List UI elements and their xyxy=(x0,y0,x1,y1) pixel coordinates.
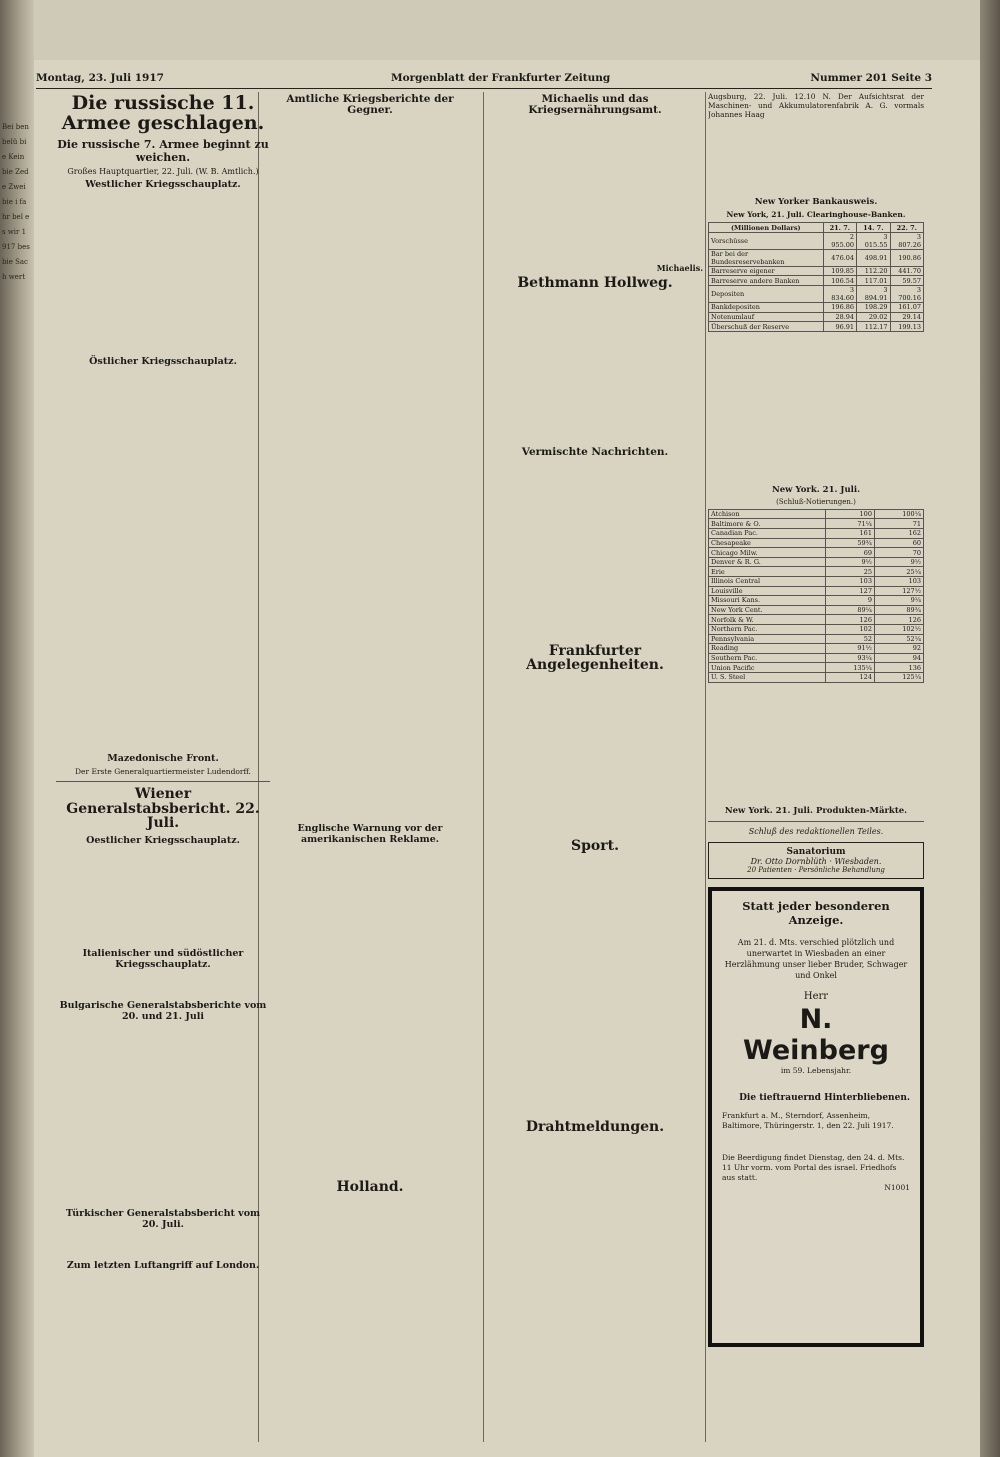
masthead xyxy=(36,72,932,86)
death-notice-place: Frankfurt a. M., Sterndorf, Assenheim, Baltimore, Thüringerstr. 1, den 22. Juli 1917. xyxy=(722,1110,894,1130)
table-cell: 52¼ xyxy=(874,634,923,644)
table-cell: Baltimore & O. xyxy=(709,519,826,529)
stock-table-row xyxy=(709,672,924,682)
table-cell: 29.14 xyxy=(890,312,923,322)
table-cell: 59.57 xyxy=(890,276,923,286)
bank-table-row xyxy=(709,303,924,313)
table-cell: 106.54 xyxy=(823,276,856,286)
table-cell: Notenumlauf xyxy=(709,312,824,322)
signature-michaelis: Michaelis. xyxy=(656,263,703,274)
headline-enemy-reports: Amtliche Kriegsberichte der Gegner. xyxy=(286,93,454,117)
column-3 xyxy=(487,92,703,1442)
table-cell: 103 xyxy=(874,577,923,587)
augsburg-lead: Augsburg, 22. Juli. 12.10 N. Der Aufsichtsrat der Maschinen- und Akkumulatorenfabrik A. G. vormals Johannes Haag xyxy=(708,92,924,120)
text-block xyxy=(487,858,703,1118)
table-cell: 9¼ xyxy=(874,596,923,606)
stock-table-row xyxy=(709,586,924,596)
table-cell: Chesapeake xyxy=(709,538,826,548)
stock-table-row xyxy=(709,605,924,615)
stock-table-row xyxy=(709,519,924,529)
grain-market-title: New York. 21. Juli. Produkten-Märkte. xyxy=(724,805,908,816)
table-cell: 161.07 xyxy=(890,303,923,313)
text-block xyxy=(708,332,924,482)
subhead-eastern-front-2: Oestlicher Kriegsschauplatz. xyxy=(86,834,240,846)
table-cell: 162 xyxy=(874,529,923,539)
masthead-title: Morgenblatt der Frankfurter Zeitung xyxy=(391,72,611,84)
table-cell: 93¼ xyxy=(825,653,874,663)
text-block xyxy=(487,295,703,445)
bank-table-row xyxy=(709,312,924,322)
table-cell: 91½ xyxy=(825,644,874,654)
table-cell: 199.13 xyxy=(890,322,923,332)
ad-doctor: Dr. Otto Dornblüth · Wiesbaden. xyxy=(750,856,882,866)
table-cell: Southern Pac. xyxy=(709,653,826,663)
page-edge xyxy=(980,0,1000,1457)
stock-table-row xyxy=(709,529,924,539)
headline-russian-army: Die russische 11. Armee geschlagen. xyxy=(61,92,265,134)
signature-ludendorff: Der Erste Generalquartiermeister Ludendorff. xyxy=(75,766,251,776)
text-block xyxy=(56,1025,270,1205)
table-cell: 70 xyxy=(874,548,923,558)
ny-stock-title: New York. 21. Juli. xyxy=(771,484,861,495)
bank-statement-table xyxy=(708,222,924,332)
table-cell: 126 xyxy=(825,615,874,625)
text-block xyxy=(56,193,270,353)
headline-bethmann-hollweg: Bethmann Hollweg. xyxy=(517,275,673,292)
table-cell: Vorschüsse xyxy=(709,232,824,249)
subhead-turkish-report: Türkischer Generalstabsbericht vom 20. Juli. xyxy=(65,1207,261,1230)
table-cell: 2 955.00 xyxy=(823,232,856,249)
stock-table-row xyxy=(709,577,924,587)
ad-detail: 20 Patienten · Persönliche Behandlung xyxy=(747,865,885,874)
table-cell: 100¼ xyxy=(874,509,923,519)
column-4 xyxy=(708,92,924,1442)
text-block xyxy=(708,683,924,803)
table-cell: 89¾ xyxy=(874,605,923,615)
subhead-macedonian-front: Mazedonische Front. xyxy=(107,752,219,764)
table-cell: Erie xyxy=(709,567,826,577)
table-cell: 117.01 xyxy=(857,276,890,286)
table-cell: 9 xyxy=(825,596,874,606)
bank-statement-subtitle: New York, 21. Juli. Clearinghouse-Banken. xyxy=(726,210,906,220)
table-cell: 52 xyxy=(825,634,874,644)
text-block xyxy=(56,1233,270,1257)
bank-table-header: 21. 7. xyxy=(823,223,856,233)
table-cell: 476.04 xyxy=(823,249,856,266)
stock-table-row xyxy=(709,538,924,548)
stock-table-row xyxy=(709,596,924,606)
table-cell: Canadian Pac. xyxy=(709,529,826,539)
table-cell: Barreserve eigener xyxy=(709,266,824,276)
stock-table-row xyxy=(709,557,924,567)
headline-wire-reports: Drahtmeldungen. xyxy=(525,1118,665,1135)
table-cell: 59¾ xyxy=(825,538,874,548)
table-cell: Chicago Milw. xyxy=(709,548,826,558)
table-cell: Illinois Central xyxy=(709,577,826,587)
table-cell: Depositen xyxy=(709,286,824,303)
table-cell: 112.20 xyxy=(857,266,890,276)
masthead-date: Montag, 23. Juli 1917 xyxy=(36,72,164,84)
ad-title: Sanatorium xyxy=(786,846,846,857)
death-notice-herr: Herr xyxy=(803,990,829,1002)
end-of-editorial-notice: Schluß des redaktionellen Teiles. xyxy=(748,826,884,836)
stock-table-row xyxy=(709,615,924,625)
table-cell: 103 xyxy=(825,577,874,587)
ny-stock-table xyxy=(708,509,924,683)
text-block xyxy=(708,122,924,194)
table-cell: 136 xyxy=(874,663,923,673)
table-cell: Northern Pac. xyxy=(709,624,826,634)
bank-table-row xyxy=(709,276,924,286)
page-binding xyxy=(0,0,34,1457)
subhead-eastern-front: Östlicher Kriegsschauplatz. xyxy=(89,355,237,367)
table-cell: 100 xyxy=(825,509,874,519)
subhead-bulgarian-report: Bulgarische Generalstabsberichte vom 20. und 21. Juli xyxy=(59,999,267,1022)
ny-stock-subtitle: (Schluß-Notierungen.) xyxy=(776,497,856,506)
text-block xyxy=(487,462,703,642)
table-cell: 3 015.55 xyxy=(857,232,890,249)
table-cell: 96.91 xyxy=(823,322,856,332)
bank-table-row xyxy=(709,286,924,303)
death-notice-funeral: Die Beerdigung findet Dienstag, den 24. d. Mts. 11 Uhr vorm. vom Portal des israel. Friedhofs aus statt. xyxy=(722,1152,905,1182)
stock-table-row xyxy=(709,644,924,654)
table-cell: 102 xyxy=(825,624,874,634)
table-cell: 190.86 xyxy=(890,249,923,266)
table-cell: Bar bei der Bundesreservebanken xyxy=(709,249,824,266)
death-notice-code: N1001 xyxy=(884,1182,910,1192)
table-cell: 127 xyxy=(825,586,874,596)
table-cell: 127½ xyxy=(874,586,923,596)
death-notice xyxy=(708,887,924,1347)
headline-michaelis: Michaelis und das Kriegsernährungsamt. xyxy=(528,93,662,117)
stock-table-row xyxy=(709,653,924,663)
bank-table-header: 22. 7. xyxy=(890,223,923,233)
headline-frankfurt-affairs: Frankfurter Angelegenheiten. xyxy=(526,642,664,674)
table-cell: 69 xyxy=(825,548,874,558)
table-cell: 441.70 xyxy=(890,266,923,276)
table-cell: Atchison xyxy=(709,509,826,519)
table-cell: 9½ xyxy=(874,557,923,567)
table-cell: Union Pacific xyxy=(709,663,826,673)
text-block xyxy=(262,848,478,1178)
table-cell: Pennsylvania xyxy=(709,634,826,644)
table-cell: 3 807.26 xyxy=(890,232,923,249)
table-cell: 109.85 xyxy=(823,266,856,276)
table-cell: Reading xyxy=(709,644,826,654)
table-cell: Denver & R. G. xyxy=(709,557,826,567)
sanatorium-ad xyxy=(708,842,924,879)
bank-table-row xyxy=(709,322,924,332)
table-cell: U. S. Steel xyxy=(709,672,826,682)
stock-table-row xyxy=(709,509,924,519)
headline-vienna-report: Wiener Generalstabsbericht. 22. Juli. xyxy=(66,785,260,832)
table-cell: 498.91 xyxy=(857,249,890,266)
dateline: Großes Hauptquartier, 22. Juli. (W. B. Amtlich.) xyxy=(67,166,259,176)
table-cell: 135¼ xyxy=(825,663,874,673)
table-cell: Missouri Kans. xyxy=(709,596,826,606)
table-cell: Barreserve andere Banken xyxy=(709,276,824,286)
table-cell: 92 xyxy=(874,644,923,654)
divider xyxy=(708,821,924,822)
table-cell: 3 894.91 xyxy=(857,286,890,303)
bank-table-header: (Millionen Dollars) xyxy=(709,223,824,233)
table-cell: 60 xyxy=(874,538,923,548)
table-cell: Bankdepositen xyxy=(709,303,824,313)
subhead-western-front: Westlicher Kriegsschauplatz. xyxy=(85,178,241,190)
bank-table-row xyxy=(709,232,924,249)
masthead-rule xyxy=(36,88,932,89)
text-block xyxy=(487,677,703,837)
stock-table-row xyxy=(709,548,924,558)
death-notice-header: Statt jeder besonderen Anzeige. xyxy=(742,898,890,927)
table-cell: Überschuß der Reserve xyxy=(709,322,824,332)
subhead-london-air-raid: Zum letzten Luftangriff auf London. xyxy=(66,1259,260,1271)
death-notice-name: N. Weinberg xyxy=(743,1003,889,1066)
text-block xyxy=(56,370,270,750)
stock-table-row xyxy=(709,634,924,644)
column-separator xyxy=(705,92,706,1442)
subhead-7th-army: Die russische 7. Armee beginnt zu weichen. xyxy=(57,137,269,164)
table-cell: 161 xyxy=(825,529,874,539)
subhead-english-warning: Englische Warnung vor der amerikanischen Reklame. xyxy=(297,823,443,846)
bank-table-row xyxy=(709,249,924,266)
death-notice-mourners: Die tieftrauernd Hinterbliebenen. xyxy=(739,1092,910,1103)
table-cell: Louisville xyxy=(709,586,826,596)
binding-text: Bei ben belü bie Kein bie Zede Zwei bie i fahr bel es wir 1917 bes bie Sach wert xyxy=(2,123,30,281)
table-cell: 126 xyxy=(874,615,923,625)
subhead-italian-front: Italienischer und südöstlicher Kriegsschauplatz. xyxy=(82,947,244,970)
divider xyxy=(56,781,270,782)
headline-holland: Holland. xyxy=(336,1179,404,1196)
table-cell: 112.17 xyxy=(857,322,890,332)
table-cell: 125¼ xyxy=(874,672,923,682)
table-cell: 3 834.60 xyxy=(823,286,856,303)
table-cell: New York Cent. xyxy=(709,605,826,615)
death-notice-age: im 59. Lebensjahr. xyxy=(780,1065,852,1075)
headline-sport: Sport. xyxy=(571,838,619,855)
table-cell: 198.29 xyxy=(857,303,890,313)
text-block xyxy=(487,120,703,260)
bank-table-header: 14. 7. xyxy=(857,223,890,233)
table-cell: 94 xyxy=(874,653,923,663)
table-cell: 71¼ xyxy=(825,519,874,529)
table-cell: 124 xyxy=(825,672,874,682)
masthead-page-number: Nummer 201 Seite 3 xyxy=(810,72,932,84)
table-cell: 89¼ xyxy=(825,605,874,615)
table-cell: 9½ xyxy=(825,557,874,567)
bank-statement-title: New Yorker Bankausweis. xyxy=(754,197,878,208)
stock-table-row xyxy=(709,663,924,673)
column-1 xyxy=(56,92,270,1442)
text-block xyxy=(56,849,270,945)
table-cell: 102½ xyxy=(874,624,923,634)
table-cell: 29.02 xyxy=(857,312,890,322)
table-cell: 196.86 xyxy=(823,303,856,313)
stock-table-row xyxy=(709,624,924,634)
bank-table-row xyxy=(709,266,924,276)
table-cell: 25¼ xyxy=(874,567,923,577)
text-block xyxy=(56,973,270,997)
death-notice-text: Am 21. d. Mts. verschied plötzlich und unerwartet in Wiesbaden an einer Herzlähmung unser lieber Bruder, Schwager und Onkel xyxy=(724,937,908,980)
column-2 xyxy=(262,92,478,1442)
table-cell: 3 700.16 xyxy=(890,286,923,303)
text-block xyxy=(262,120,478,820)
table-cell: Norfolk & W. xyxy=(709,615,826,625)
table-cell: 71 xyxy=(874,519,923,529)
table-cell: 25 xyxy=(825,567,874,577)
table-cell: 28.94 xyxy=(823,312,856,322)
headline-miscellaneous: Vermischte Nachrichten. xyxy=(521,445,669,458)
column-separator xyxy=(483,92,484,1442)
stock-table-row xyxy=(709,567,924,577)
